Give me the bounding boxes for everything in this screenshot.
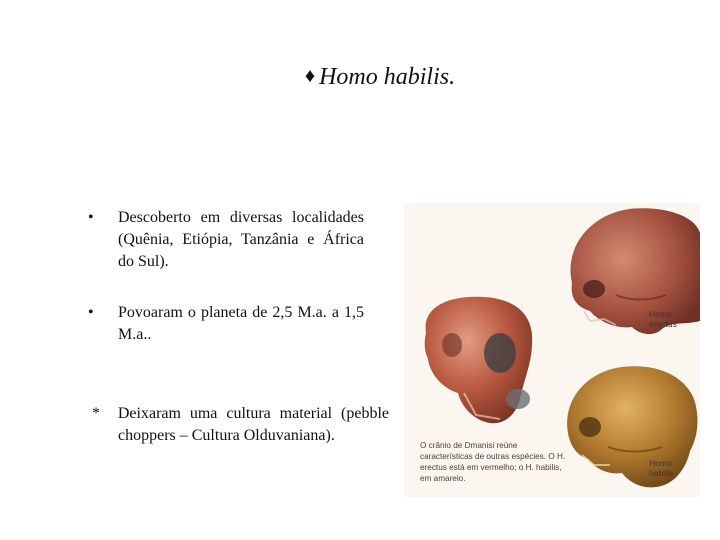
bullet-icon: •: [88, 304, 94, 321]
list-item-text: Povoaram o planeta de 2,5 M.a. a 1,5 M.a..: [118, 304, 364, 343]
slide-title: [0, 64, 720, 91]
dmanisi-skull: [425, 297, 532, 423]
list-item: [88, 302, 364, 346]
diamond-icon: ♦: [304, 65, 316, 87]
label-homo-habilis: Homo habilis: [649, 458, 674, 478]
label-homo-erectus: Homo erectus: [649, 309, 677, 329]
note-paragraph: [92, 403, 389, 447]
asterisk-marker: *: [92, 405, 100, 422]
list-item: [88, 207, 364, 273]
figure-caption: O crânio de Dmanisi reúne características de outras espécies. O H. erectus está em vermelho; o H. habilis, em amarelo.: [420, 441, 566, 483]
skull-comparison-image: [404, 203, 700, 497]
bullet-icon: •: [88, 209, 94, 226]
list-item-text: Descoberto em diversas localidades (Quênia, Etiópia, Tanzânia e África do Sul).: [118, 209, 364, 270]
bullet-list: [88, 207, 364, 375]
slide-title-text: Homo habilis.: [319, 64, 456, 90]
note-text: Deixaram uma cultura material (pebble choppers – Cultura Olduvaniana).: [117, 405, 390, 444]
